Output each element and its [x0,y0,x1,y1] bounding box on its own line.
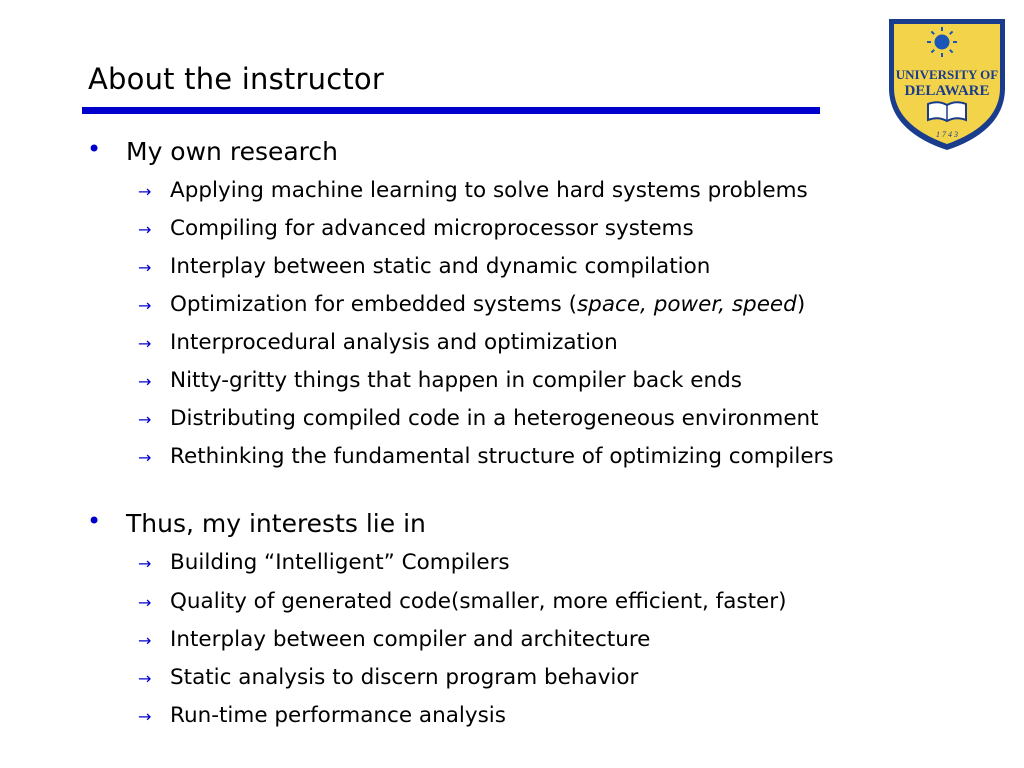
list-item [138,665,639,690]
arrow-icon: → [138,334,152,353]
list-item-text: Run-time performance analysis [170,703,506,728]
logo-year: 1 7 4 3 [936,130,958,139]
list-item-text-prefix: Optimization for embedded systems ( [170,292,577,317]
bullet-icon: • [87,507,102,535]
arrow-icon: → [138,220,152,239]
list-item-text: Rethinking the fundamental structure of optimizing compilers [170,444,834,469]
list-item [138,703,506,728]
section-interests [87,507,426,538]
arrow-icon: → [138,448,152,467]
list-item-text-emphasis: space, power, speed [576,292,797,317]
list-item-text: Compiling for advanced microprocessor systems [170,216,694,241]
list-item [138,589,787,614]
arrow-icon: → [138,410,152,429]
logo-text-delaware: DELAWARE [904,83,990,99]
section-heading: My own research [126,137,338,166]
list-item [138,550,510,575]
arrow-icon: → [138,372,152,391]
list-item-text: Nitty-gritty things that happen in compiler back ends [170,368,742,393]
slide-title: About the instructor [88,62,384,96]
arrow-icon: → [138,593,152,612]
arrow-icon: → [138,296,152,315]
list-item [138,330,618,355]
list-item-text: Quality of generated code(smaller, more efficient, faster) [170,589,787,614]
arrow-icon: → [138,258,152,277]
title-underline [82,107,820,114]
list-item [138,216,694,241]
list-item-text: Interprocedural analysis and optimization [170,330,618,355]
list-item [138,627,651,652]
list-item-text: Interplay between static and dynamic compilation [170,254,711,279]
bullet-icon: • [87,135,102,163]
list-item [138,178,808,203]
university-of-delaware-logo [886,16,1008,152]
list-item [138,292,806,317]
list-item-text-suffix: ) [796,292,806,317]
arrow-icon: → [138,182,152,201]
list-item [138,254,711,279]
list-item [138,368,742,393]
arrow-icon: → [138,707,152,726]
list-item [138,406,819,431]
arrow-icon: → [138,631,152,650]
arrow-icon: → [138,554,152,573]
list-item-text: Static analysis to discern program behavior [170,665,639,690]
list-item-text: Applying machine learning to solve hard systems problems [170,178,808,203]
list-item-text: Interplay between compiler and architecture [170,627,651,652]
list-item-text: Building “Intelligent” Compilers [170,550,510,575]
open-book-icon [928,102,966,121]
logo-text-university: UNIVERSITY OF [895,67,999,82]
section-heading: Thus, my interests lie in [126,509,426,538]
list-item [138,444,834,469]
list-item-text: Distributing compiled code in a heterogeneous environment [170,406,819,431]
arrow-icon: → [138,669,152,688]
section-research [87,135,338,166]
